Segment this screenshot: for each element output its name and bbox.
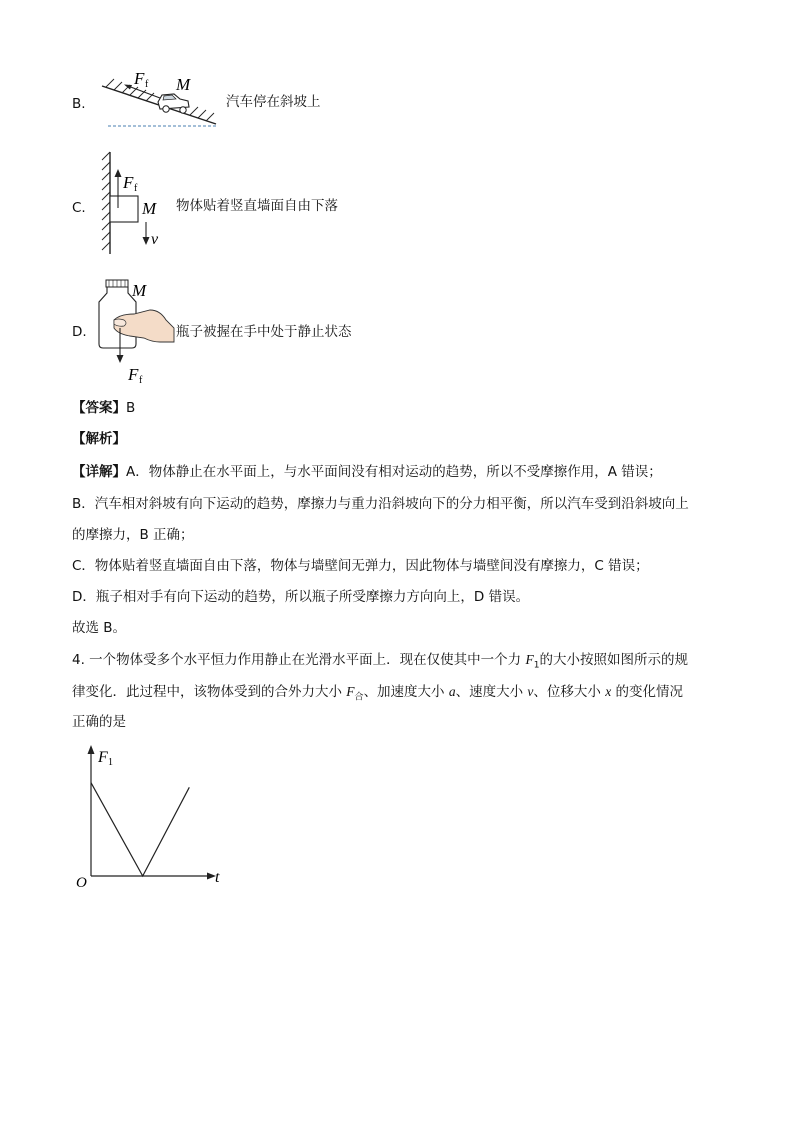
detail-line-6: 故选 B。 (72, 620, 127, 636)
answer-tag: 【答案】 (72, 400, 126, 416)
d-mass-label: M (132, 281, 147, 300)
y-axis-label-sub: 1 (108, 757, 113, 768)
option-b-figure (94, 64, 224, 132)
y-axis-label: F (98, 749, 108, 766)
option-c-figure (94, 150, 174, 258)
question4-line-2: 律变化．此过程中，该物体受到的合外力大小 $F_合$、加速度大小 a、速度大小 v、位移大小 x 的变化情况 (72, 684, 683, 703)
detail-tag: 【详解】 (72, 464, 126, 480)
option-d-caption: 瓶子被握在手中处于静止状态 (176, 324, 352, 340)
option-b-caption: 汽车停在斜坡上 (226, 94, 321, 110)
y-axis-arrow (88, 745, 95, 754)
detail-line-1: 【详解】A．物体静止在水平面上，与水平面间没有相对运动的趋势，所以不受摩擦作用，A 错误； (72, 464, 662, 480)
b-force-sub: f (145, 79, 149, 90)
x-axis-label: t (215, 869, 220, 886)
d-force-sub: f (139, 375, 143, 386)
detail-line-5: D．瓶子相对手有向下运动的趋势，所以瓶子所受摩擦力方向向上，D 错误。 (72, 589, 530, 605)
c-velocity-label: v (151, 231, 159, 248)
detail-line-4: C．物体贴着竖直墙面自由下落，物体与墙壁间无弹力，因此物体与墙壁间没有摩擦力，C 错误； (72, 558, 649, 574)
c-mass-label: M (142, 199, 157, 218)
f1-series-line (91, 783, 189, 876)
option-c-letter: C. (72, 200, 86, 216)
c-force-sub: f (134, 183, 138, 194)
b-force-label: F (134, 69, 145, 88)
question4-line-1: 4. 一个物体受多个水平恒力作用静止在光滑水平面上．现在仅使其中一个力 $F_1$的大小按照如图所示的规 (72, 652, 688, 671)
analysis-tag: 【解析】 (72, 431, 126, 447)
origin-label: O (76, 875, 87, 890)
option-b-letter: B. (72, 96, 86, 112)
d-force-label: F (128, 365, 139, 384)
answer-line (72, 398, 135, 418)
detail-line-2: B．汽车相对斜坡有向下运动的趋势，摩擦力与重力沿斜坡向下的分力相平衡，所以汽车受到沿斜坡向上 (72, 496, 689, 512)
f1-time-chart (60, 740, 240, 890)
option-d-figure (94, 276, 180, 388)
option-c-caption: 物体贴着竖直墙面自由下落 (176, 198, 338, 214)
c-force-label: F (123, 173, 134, 192)
answer-value: B (126, 400, 136, 416)
detail-line-3: 的摩擦力，B 正确； (72, 527, 194, 543)
b-mass-label: M (176, 75, 191, 94)
question4-line-3: 正确的是 (72, 714, 126, 730)
option-d-letter: D. (72, 324, 87, 340)
